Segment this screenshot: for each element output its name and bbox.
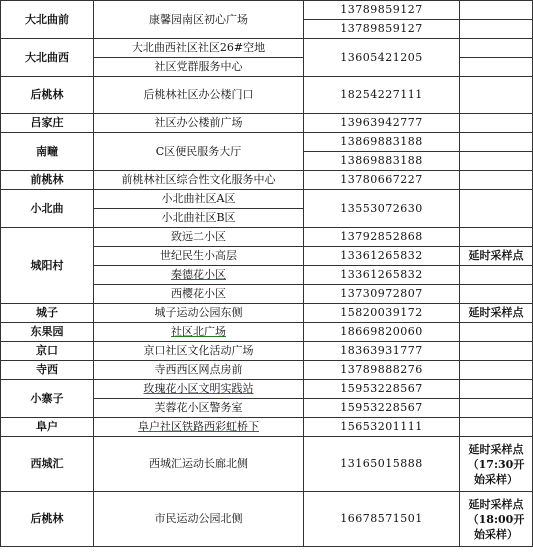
contact-phone: 13792852868: [304, 228, 460, 247]
table-row: [1, 133, 533, 152]
community-name: 城阳村: [1, 228, 94, 304]
community-name: 阜户: [1, 418, 94, 437]
site-note: [460, 342, 533, 361]
site-note: 延时采样点（18:00开始采样）: [460, 492, 533, 547]
site-note: [460, 133, 533, 152]
community-name: 西城汇: [1, 437, 94, 492]
contact-phone: 13730972807: [304, 285, 460, 304]
community-name: 京口: [1, 342, 94, 361]
site-location: 小北曲社区A区: [94, 190, 304, 209]
site-location: 世纪民生小高层: [94, 247, 304, 266]
site-location: 芙蓉花小区警务室: [94, 399, 304, 418]
site-note: [460, 361, 533, 380]
site-note: [460, 380, 533, 399]
table-row: [1, 77, 533, 114]
contact-phone: 13789888276: [304, 361, 460, 380]
site-location: C区便民服务大厅: [94, 133, 304, 171]
contact-phone: 15953228567: [304, 399, 460, 418]
community-name: 大北曲西: [1, 39, 94, 77]
contact-phone: 15820039172: [304, 304, 460, 323]
site-location: 阜户社区铁路西彩虹桥下: [94, 418, 304, 437]
site-location: 寺西西区网点房前: [94, 361, 304, 380]
contact-phone: 15953228567: [304, 380, 460, 399]
site-note: [460, 399, 533, 418]
site-location: 市民运动公园北侧: [94, 492, 304, 547]
contact-phone: 13869883188: [304, 152, 460, 171]
site-location: 西城汇运动长廊北侧: [94, 437, 304, 492]
site-location: 小北曲社区B区: [94, 209, 304, 228]
site-location: 玫瑰花小区文明实践站: [94, 380, 304, 399]
table-row: [1, 492, 533, 547]
contact-phone: 13963942777: [304, 114, 460, 133]
table-row: [1, 323, 533, 342]
community-name: 寺西: [1, 361, 94, 380]
site-note: 延时采样点: [460, 304, 533, 323]
table-row: [1, 190, 533, 209]
community-name: 前桃林: [1, 171, 94, 190]
site-note: [460, 190, 533, 228]
table-row: [1, 39, 533, 58]
site-location: 康馨园南区初心广场: [94, 1, 304, 39]
community-name: 后桃林: [1, 492, 94, 547]
site-note: [460, 228, 533, 247]
site-note: 延时采样点: [460, 247, 533, 266]
site-note: [460, 39, 533, 58]
contact-phone: 13361265832: [304, 266, 460, 285]
table-row: [1, 361, 533, 380]
community-name: 小北曲: [1, 190, 94, 228]
site-location: 西樱花小区: [94, 285, 304, 304]
site-location: 前桃林社区综合性文化服务中心: [94, 171, 304, 190]
contact-phone: 13780667227: [304, 171, 460, 190]
community-name: 城子: [1, 304, 94, 323]
community-name: 大北曲前: [1, 1, 94, 39]
site-location: 后桃林社区办公楼门口: [94, 77, 304, 114]
site-note: [460, 1, 533, 20]
table-row: [1, 304, 533, 323]
site-location: 秦德花小区: [94, 266, 304, 285]
contact-phone: 13789859127: [304, 20, 460, 39]
contact-phone: 18363931777: [304, 342, 460, 361]
site-location: 城子运动公园东侧: [94, 304, 304, 323]
contact-phone: 13605421205: [304, 39, 460, 77]
community-name: 小寨子: [1, 380, 94, 418]
site-location: 致远二小区: [94, 228, 304, 247]
site-note: 延时采样点（17:30开始采样）: [460, 437, 533, 492]
contact-phone: 13361265832: [304, 247, 460, 266]
table-row: [1, 228, 533, 247]
table-row: [1, 1, 533, 20]
table-row: [1, 114, 533, 133]
community-name: 东果园: [1, 323, 94, 342]
table-row: [1, 437, 533, 492]
table-row: [1, 380, 533, 399]
table-row: [1, 171, 533, 190]
site-location: 社区北广场: [94, 323, 304, 342]
contact-phone: 13553072630: [304, 190, 460, 228]
community-name: 南疃: [1, 133, 94, 171]
contact-phone: 13869883188: [304, 133, 460, 152]
site-location: 京口社区文化活动广场: [94, 342, 304, 361]
site-note: [460, 171, 533, 190]
contact-phone: 15653201111: [304, 418, 460, 437]
contact-phone: 16678571501: [304, 492, 460, 547]
table-row: [1, 418, 533, 437]
contact-phone: 18254227111: [304, 77, 460, 114]
site-note: [460, 77, 533, 114]
community-name: 后桃林: [1, 77, 94, 114]
contact-phone: 13789859127: [304, 1, 460, 20]
site-note: [460, 285, 533, 304]
site-location: 大北曲西社区社区26#空地: [94, 39, 304, 58]
contact-phone: 13165015888: [304, 437, 460, 492]
site-note: [460, 323, 533, 342]
site-note: [460, 266, 533, 285]
site-note: [460, 418, 533, 437]
community-name: 吕家庄: [1, 114, 94, 133]
contact-phone: 18669820060: [304, 323, 460, 342]
site-location: 社区党群服务中心: [94, 58, 304, 77]
site-location: 社区办公楼前广场: [94, 114, 304, 133]
table-row: [1, 342, 533, 361]
site-note: [460, 114, 533, 133]
